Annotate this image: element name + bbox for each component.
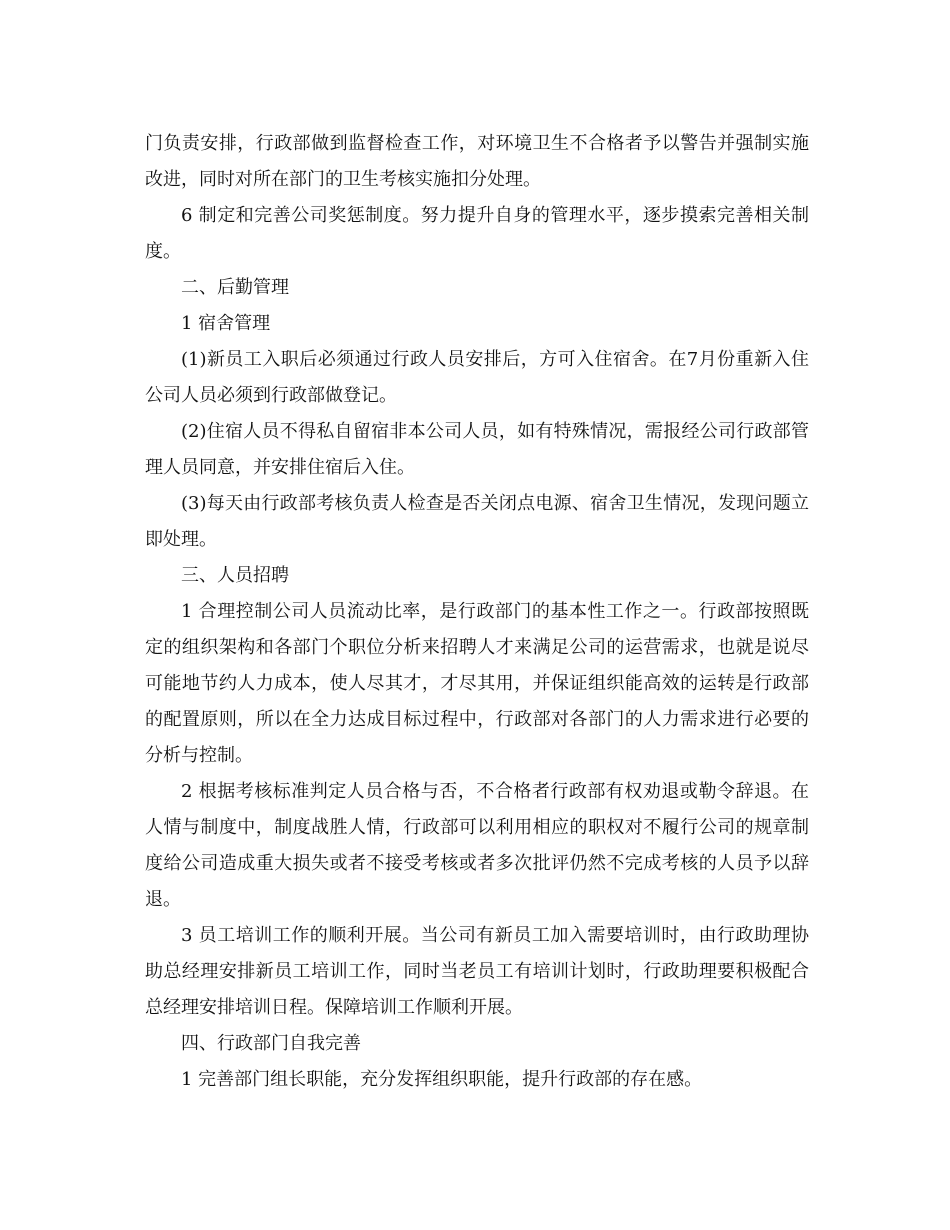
section-heading-recruitment: 三、人员招聘 [181, 565, 289, 586]
paragraph-recruitment-1: 1 合理控制公司人员流动比率，是行政部门的基本性工作之一。行政部按照既定的组织架构和各部门个职位分析来招聘人才来满足公司的运营需求，也就是说尽可能地节约人力成本，使人尽其才，才尽其用，并保证组织能高效的运转是行政部的配置原则，所以在全力达成目标过程中，行政部对各部门的人力需求进行必要的分析与控制。 [145, 601, 809, 766]
paragraph-item-6: 6 制定和完善公司奖惩制度。努力提升自身的管理水平，逐步摸索完善相关制度。 [145, 205, 809, 262]
paragraph-recruitment-3: 3 员工培训工作的顺利开展。当公司有新员工加入需要培训时，由行政助理协助总经理安排新员工培训工作，同时当老员工有培训计划时，行政助理要积极配合总经理安排培训日程。保障培训工作顺利开展。 [145, 925, 809, 1018]
paragraph-continuation: 门负责安排，行政部做到监督检查工作，对环境卫生不合格者予以警告并强制实施改进，同时对所在部门的卫生考核实施扣分处理。 [145, 133, 809, 190]
paragraph-self-improvement-1: 1 完善部门组长职能，充分发挥组织职能，提升行政部的存在感。 [181, 1069, 703, 1090]
subheading-dormitory: 1 宿舍管理 [181, 313, 271, 334]
document-body [145, 126, 809, 1098]
paragraph-recruitment-2: 2 根据考核标准判定人员合格与否，不合格者行政部有权劝退或勒令辞退。在人情与制度中，制度战胜人情，行政部可以利用相应的职权对不履行公司的规章制度给公司造成重大损失或者不接受考核或者多次批评仍然不完成考核的人员予以辞退。 [145, 781, 809, 910]
paragraph-dorm-rule-2: (2)住宿人员不得私自留宿非本公司人员，如有特殊情况，需报经公司行政部管理人员同意，并安排住宿后入住。 [145, 421, 809, 478]
section-heading-self-improvement: 四、行政部门自我完善 [181, 1033, 361, 1054]
section-heading-logistics: 二、后勤管理 [181, 277, 289, 298]
paragraph-dorm-rule-3: (3)每天由行政部考核负责人检查是否关闭点电源、宿舍卫生情况，发现问题立即处理。 [145, 493, 809, 550]
paragraph-dorm-rule-1: (1)新员工入职后必须通过行政人员安排后，方可入住宿舍。在7月份重新入住公司人员必须到行政部做登记。 [145, 349, 809, 406]
